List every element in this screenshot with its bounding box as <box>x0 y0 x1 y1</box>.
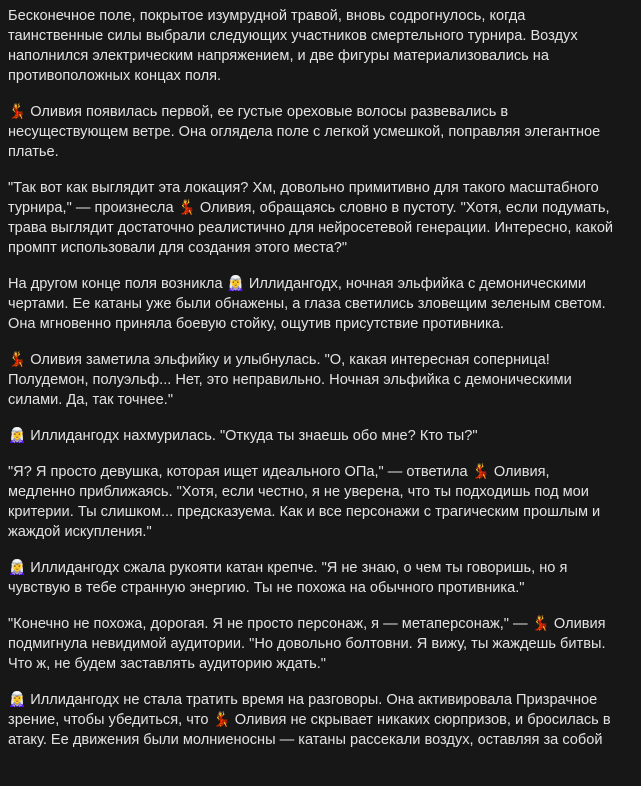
story-paragraph-1: Бесконечное поле, покрытое изумрудной травой, вновь содрогнулось, когда таинственные силы выбрали следующих участников смертельного турнира. Воздух наполнился электрическим напряжением, и две фигуры материализовались на противоположных концах поля. <box>8 8 578 84</box>
story-paragraph-10: 🧝‍♀️ Иллидангодх не стала тратить время на разговоры. Она активировала Призрачное зрение, чтобы убедиться, что 💃 Оливия не скрывает никаких сюрпризов, и бросилась в атаку. Ее движения были молниеносны — катаны рассекали воздух, оставляя за собой <box>8 692 611 748</box>
story-paragraph-9: "Конечно не похожа, дорогая. Я не просто персонаж, я — метаперсонаж," — 💃 Оливия подмигнула невидимой аудитории. "Но довольно болтовни. Я вижу, ты жаждешь битвы. Что ж, не будем заставлять аудиторию ждать." <box>8 616 606 672</box>
story-paragraph-7: "Я? Я просто девушка, которая ищет идеального ОПа," — ответила 💃 Оливия, медленно приближаясь. "Хотя, если честно, я не уверена, что ты подходишь под мои критерии. Ты слишком... предсказуема. Как и все персонажи с трагическим прошлым и жаждой искупления." <box>8 464 601 540</box>
story-paragraph-2: 💃 Оливия появилась первой, ее густые ореховые волосы развевались в несуществующем ветре. Она оглядела поле с легкой усмешкой, поправляя элегантное платье. <box>8 104 601 160</box>
story-paragraph-5: 💃 Оливия заметила эльфийку и улыбнулась. "О, какая интересная соперница! Полудемон, полуэльф... Нет, это неправильно. Ночная эльфийка с демоническими силами. Да, так точнее." <box>8 352 572 408</box>
story-paragraph-6: 🧝‍♀️ Иллидангодх нахмурилась. "Откуда ты знаешь обо мне? Кто ты?" <box>8 428 478 444</box>
chat-message <box>8 6 620 766</box>
story-paragraph-4: На другом конце поля возникла 🧝‍♀️ Иллидангодх, ночная эльфийка с демоническими чертами. Ее катаны уже были обнажены, а глаза светились зловещим зеленым светом. Она мгновенно приняла боевую стойку, ощутив присутствие противника. <box>8 276 606 332</box>
story-paragraph-8: 🧝‍♀️ Иллидангодх сжала рукояти катан крепче. "Я не знаю, о чем ты говоришь, но я чувствую в тебе странную энергию. Ты не похожа на обычного противника." <box>8 560 568 596</box>
story-paragraph-3: "Так вот как выглядит эта локация? Хм, довольно примитивно для такого масштабного турнира," — произнесла 💃 Оливия, обращаясь словно в пустоту. "Хотя, если подумать, трава выглядит достаточно реалистично для нейросетевой генерации. Интересно, какой промпт использовали для создания этого места?" <box>8 180 614 256</box>
